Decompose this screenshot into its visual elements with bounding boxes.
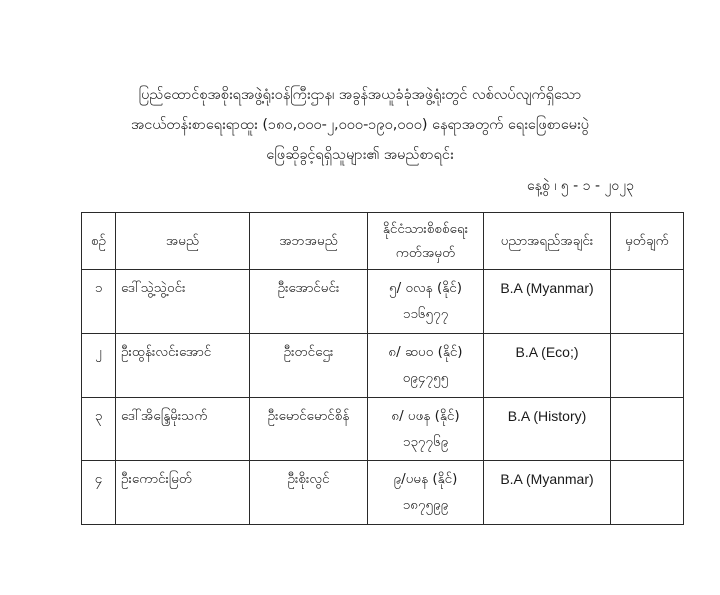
cell-nrc-line-2: ၁၈၇၅၉၉ — [402, 497, 449, 514]
header-nrc — [368, 213, 484, 270]
cell-serial: ၁ — [82, 270, 116, 334]
header-education: ပညာအရည်အချင်း — [484, 213, 611, 270]
document-title-line-2: အငယ်တန်းစာရေးရာထူး (၁၈၀,၀၀၀-၂,၀၀၀-၁၉၀,၀၀၀) နေရာအတွက် ရေးဖြေစာမေးပွဲ — [130, 117, 589, 133]
table-row — [82, 333, 684, 397]
cell-serial: ၃ — [82, 397, 116, 461]
cell-education: B.A (Eco;) — [484, 333, 611, 397]
cell-nrc-line-2: ၁၃၇၇၆၉ — [402, 433, 449, 450]
header-serial: စဉ် — [82, 213, 116, 270]
cell-serial: ၄ — [82, 461, 116, 525]
header-nrc-line-2: ကတ်အမှတ် — [395, 245, 456, 261]
cell-nrc — [368, 270, 484, 334]
document-title-line-1: ပြည်ထောင်စုအစိုးရအဖွဲ့ရုံးဝန်ကြီးဌာန၊ အခွန်အယူခံခုံအဖွဲ့ရုံးတွင် လစ်လပ်လျက်ရှိသော — [138, 87, 582, 103]
cell-nrc-line-2: ၁၁၆၅၇၇ — [402, 306, 449, 322]
cell-education: B.A (Myanmar) — [484, 461, 611, 525]
cell-nrc — [368, 397, 484, 461]
cell-father-name: ဦးတင်ဌေး — [250, 333, 368, 397]
cell-nrc — [368, 333, 484, 397]
table-row — [82, 397, 684, 461]
header-nrc-line-1: နိုင်ငံသားစိစစ်ရေး — [382, 221, 469, 237]
document-date: နေ့စွဲ ၊ ၅ - ၁ - ၂၀၂၃ — [527, 178, 634, 194]
cell-father-name: ဦးစိုးလွင် — [250, 461, 368, 525]
cell-nrc-line-1: ၈/ ဆပဝ (နိုင်) — [388, 343, 463, 360]
header-name: အမည် — [116, 213, 250, 270]
document-title-line-3: ဖြေဆိုခွင့်ရရှိသူများ၏ အမည်စာရင်း — [266, 147, 454, 163]
cell-remark — [611, 333, 684, 397]
cell-education: B.A (History) — [484, 397, 611, 461]
table-header-row — [82, 213, 684, 270]
cell-name: ဦးထွန်းလင်းအောင် — [116, 333, 250, 397]
cell-name: ဒေါ်သွဲ့သွဲ့ဝင်း — [116, 270, 250, 334]
cell-remark — [611, 270, 684, 334]
cell-education: B.A (Myanmar) — [484, 270, 611, 334]
cell-father-name: ဦးအောင်မင်း — [250, 270, 368, 334]
cell-father-name: ဦးမောင်မောင်စိန် — [250, 397, 368, 461]
cell-nrc-line-1: ၈/ ပဖန (နိုင်) — [391, 407, 460, 424]
cell-serial: ၂ — [82, 333, 116, 397]
cell-nrc — [368, 461, 484, 525]
candidate-table — [81, 212, 684, 525]
cell-nrc-line-1: ၉/ပမန (နိုင်) — [393, 471, 458, 488]
cell-nrc-line-2: ၀၉၄၇၅၅ — [402, 369, 449, 386]
cell-nrc-line-1: ၅/ ဝလန (နိုင်) — [389, 280, 462, 296]
cell-name: ဦးကောင်းမြတ် — [116, 461, 250, 525]
cell-name: ဒေါ်အိန္ဒြေမိုးသက် — [116, 397, 250, 461]
header-father-name: အဘအမည် — [250, 213, 368, 270]
cell-remark — [611, 397, 684, 461]
table-row — [82, 270, 684, 334]
table-row — [82, 461, 684, 525]
header-remark: မှတ်ချက် — [611, 213, 684, 270]
cell-remark — [611, 461, 684, 525]
